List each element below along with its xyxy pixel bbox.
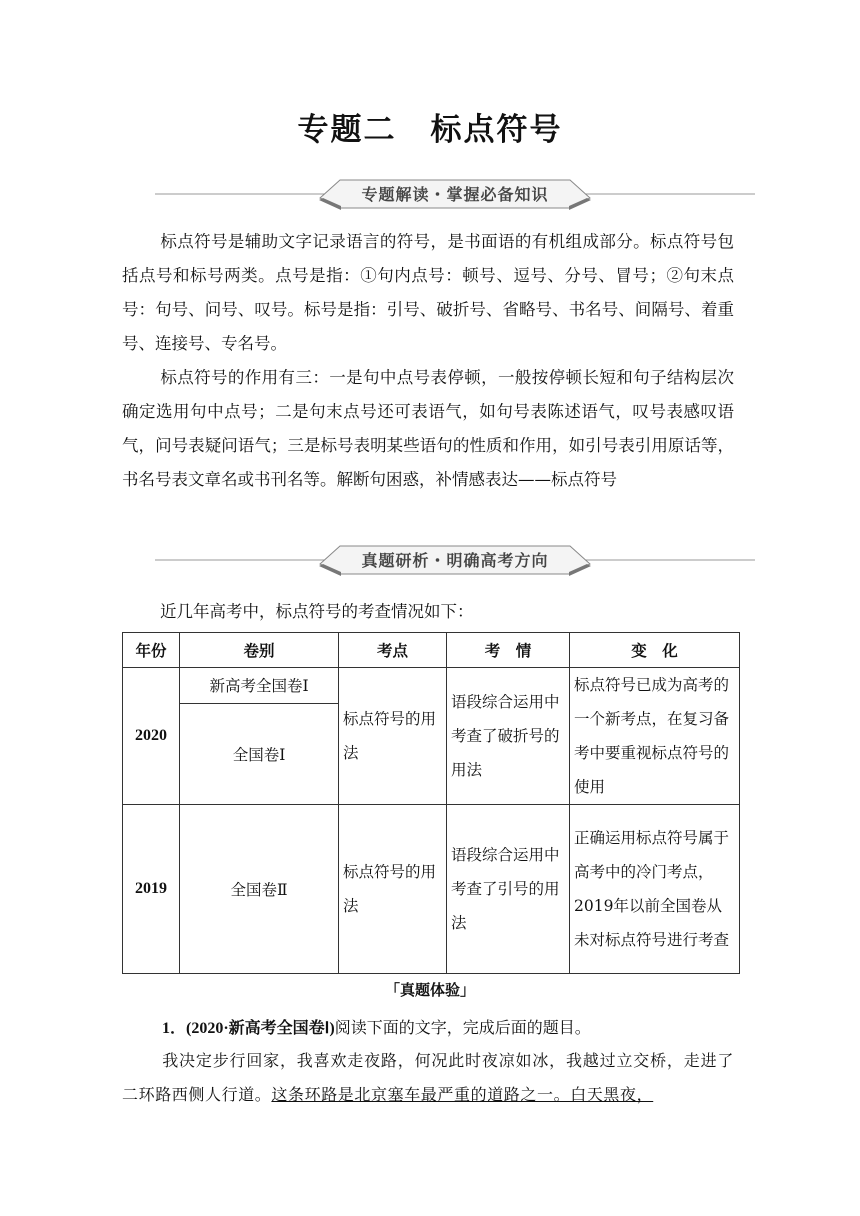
reading-passage (122, 1044, 734, 1112)
question-text: 阅读下面的文字，完成后面的题目。 (334, 1018, 591, 1037)
intro-paragraph-1 (122, 225, 734, 361)
exam-table (122, 632, 740, 974)
question-source: (2020·新高考全国卷Ⅰ) (186, 1020, 335, 1037)
section-banner-2 (155, 542, 755, 578)
year-cell: 2020 (123, 668, 180, 805)
paper-cell: 全国卷Ⅰ (180, 703, 339, 804)
point-cell: 标点符号的用法 (339, 668, 447, 805)
intro-paragraph-2 (122, 361, 734, 497)
paper-cell: 全国卷Ⅱ (180, 805, 339, 974)
col-header-year: 年份 (123, 633, 180, 668)
intro-text: 近几年高考中，标点符号的考查情况如下： (160, 602, 474, 621)
situation-cell: 语段综合运用中考查了破折号的用法 (447, 668, 570, 805)
change-cell: 正确运用标点符号属于高考中的冷门考点，2019年以前全国卷从未对标点符号进行考查 (570, 805, 740, 974)
table-row (123, 668, 740, 704)
title-part1: 专题二 (297, 112, 397, 148)
table-intro (122, 595, 734, 629)
passage-underlined: 这条环路是北京塞车最严重的道路之一。白天黑夜， (271, 1085, 654, 1104)
page-title (0, 104, 860, 149)
para2-text: 标点符号的作用有三：一是句中点号表停顿，一般按停顿长短和句子结构层次确定选用句中点号；二是句末点号还可表语气，如句号表陈述语气，叹号表感叹语气，问号表疑问语气；三是标号表明某些语句的性质和作用，如引号表引用原话等，书名号表文章名或书刊名等。解断句困惑，补情感表达——标点符号 (122, 368, 734, 489)
col-header-situation: 考 情 (447, 633, 570, 668)
question-1 (162, 1015, 591, 1038)
question-number: 1． (162, 1020, 187, 1037)
change-cell: 标点符号已成为高考的一个新考点，在复习备考中要重视标点符号的使用 (570, 668, 740, 805)
year-cell: 2019 (123, 805, 180, 974)
title-part2: 标点符号 (430, 112, 563, 148)
passage-plain: 我决定步行回家，我喜欢走夜路，何况此时夜凉如冰，我越过立交桥，走进了二环路西侧人行道。 (122, 1051, 734, 1104)
banner-label: 专题解读・掌握必备知识 (361, 185, 549, 204)
situation-cell: 语段综合运用中考查了引号的用法 (447, 805, 570, 974)
experience-heading: 「真题体验」 (384, 981, 475, 999)
col-header-change: 变 化 (570, 633, 740, 668)
table-header-row (123, 633, 740, 668)
point-cell: 标点符号的用法 (339, 805, 447, 974)
col-header-paper: 卷别 (180, 633, 339, 668)
col-header-point: 考点 (339, 633, 447, 668)
paper-cell: 新高考全国卷Ⅰ (180, 668, 339, 704)
section-banner-1 (155, 176, 755, 212)
para1-text: 标点符号是辅助文字记录语言的符号，是书面语的有机组成部分。标点符号包括点号和标号两类。点号是指：①句内点号：顿号、逗号、分号、冒号；②句末点号：句号、问号、叹号。标号是指：引号、破折号、省略号、书名号、间隔号、着重号、连接号、专名号。 (122, 232, 734, 353)
banner-label: 真题研析・明确高考方向 (361, 551, 549, 570)
table-row (123, 805, 740, 974)
